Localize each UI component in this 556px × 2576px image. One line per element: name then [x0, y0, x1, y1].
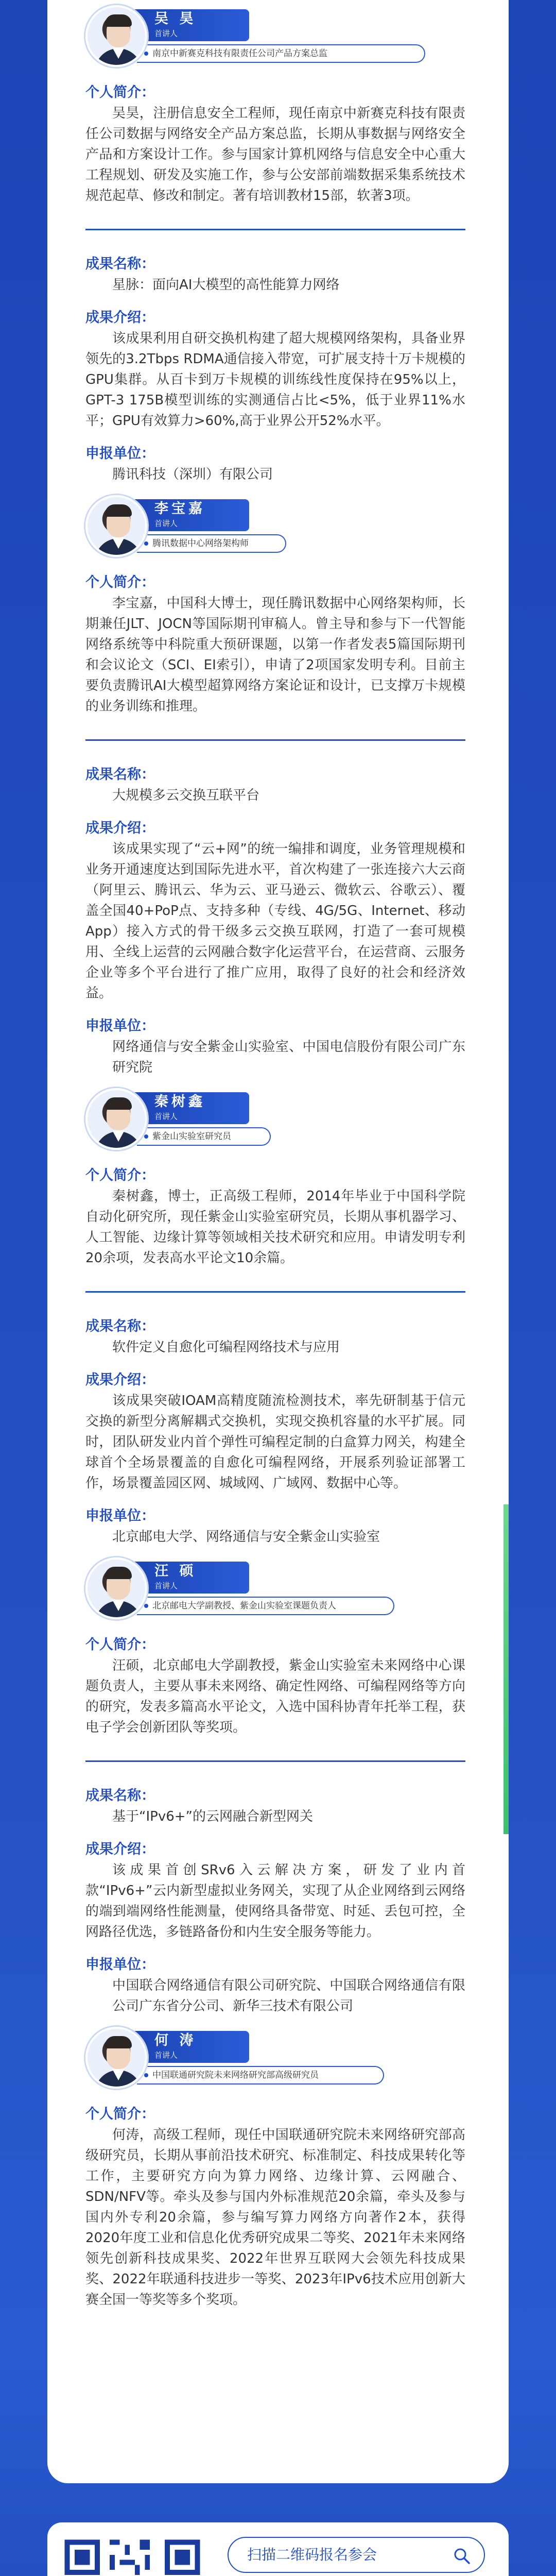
bio-label: 个人简介：	[85, 1167, 155, 1183]
applicant: 北京邮电大学、网络通信与安全紫金山实验室	[112, 1529, 380, 1545]
section-3	[85, 1316, 465, 1762]
side-stripe	[503, 1504, 509, 1834]
qr-code-image	[60, 2535, 205, 2576]
speaker-role: 首讲人	[154, 1112, 178, 1121]
avatar	[85, 2027, 147, 2089]
speaker-badge	[85, 1088, 465, 1155]
scan-register-text: 扫描二维码报名参会	[247, 2546, 377, 2563]
speaker-role: 首讲人	[154, 1581, 178, 1590]
section-4	[85, 1786, 465, 2310]
section-divider	[85, 1291, 465, 1293]
bio-text: 秦树鑫，博士，正高级工程师，2014年毕业于中国科学院自动化研究所，现任紫金山实验室研究员，长期从事机器学习、人工智能、边缘计算等领域相关技术研究和应用。申请发明专利20余项，发表高水平论文10余篇。	[85, 1189, 465, 1266]
speaker-name: 何 涛	[154, 2032, 197, 2048]
bio-label: 个人简介：	[85, 574, 155, 590]
applicant-label: 申报单位：	[85, 1508, 155, 1524]
footer-panel	[47, 2522, 509, 2576]
section-0	[85, 5, 465, 230]
achievement-intro: 该成果利用自研交换机构建了超大规模网络架构，具备业界领先的3.2Tbps RDMA通信接入带宽，可扩展支持十万卡规模的GPU集群。从百卡到万卡规模的训练线性度保持在95%以上，GPT-3 175B模型训练的实测通信占比<5%，低于业界11%水平；GPU有效算力>60%,高于业界公开52%水平。	[85, 331, 465, 429]
speaker-badge	[85, 5, 465, 72]
speaker-name: 李宝嘉	[154, 501, 205, 517]
achievement-name: 大规模多云交换互联平台	[112, 788, 260, 803]
search-icon	[453, 2547, 471, 2565]
applicant-label: 申报单位：	[85, 446, 155, 462]
bio-text: 何涛，高级工程师，现任中国联通研究院未来网络研究部高级研究员，长期从事前沿技术研究、标准制定、科技成果转化等工作，主要研究方向为算力网络、边缘计算、云网融合、SDN/NFV等。牵头及参与国内外标准规范20余篇，牵头及参与国内外专利20余篇，参与编写算力网络方向著作2本，获得2020年度工业和信息化优秀研究成果二等奖、2021年未来网络领先创新科技成果奖、2022年世界互联网大会领先科技成果奖、2022年联通科技进步一等奖、2023年IPv6技术应用创新大赛全国一等奖等多个奖项。	[85, 2127, 465, 2308]
achievement-name-label: 成果名称：	[85, 767, 155, 783]
speaker-role: 首讲人	[154, 2050, 178, 2060]
speaker-name: 汪 硕	[154, 1563, 197, 1579]
section-2	[85, 765, 465, 1293]
achievement-name-label: 成果名称：	[85, 256, 155, 272]
section-divider	[85, 229, 465, 230]
achievement-intro-label: 成果介绍：	[85, 310, 155, 326]
section-divider	[85, 739, 465, 741]
speaker-name: 吴 昊	[154, 11, 197, 27]
applicant-label: 申报单位：	[85, 1018, 155, 1034]
achievement-intro: 该成果首创SRv6入云解决方案，研发了业内首款“IPv6+”云内新型虚拟业务网关，实现了从企业网络到云网络的端到端网络性能测量，使网络具备带宽、时延、丢包可控，全网路径优选，多链路备份和内生安全服务等能力。	[85, 1862, 465, 1940]
bio-text: 吴昊，注册信息安全工程师，现任南京中新赛克科技有限责任公司数据与网络安全产品方案总监，长期从事数据与网络安全产品和方案设计工作。参与国家计算机网络与信息安全中心重大工程规划、研发及实施工作，参与公安部前端数据采集系统技术规范起草、修改和制定。著有培训教材15部，软著3项。	[85, 106, 465, 204]
speaker-name-bar	[131, 499, 249, 531]
avatar	[85, 1088, 147, 1150]
achievement-name: 软件定义自愈化可编程网络技术与应用	[112, 1340, 340, 1355]
speaker-name-bar	[131, 1092, 249, 1124]
speaker-badge	[85, 495, 465, 562]
speaker-org: 中国联通研究院未来网络研究部高级研究员	[137, 2066, 384, 2084]
speaker-badge	[85, 1557, 465, 1624]
bio-label: 个人简介：	[85, 84, 155, 100]
achievement-intro-label: 成果介绍：	[85, 820, 155, 836]
achievement-name-label: 成果名称：	[85, 1318, 155, 1334]
applicant: 中国联合网络通信有限公司研究院、中国联合网络通信有限公司广东省分公司、新华三技术有限公司	[112, 1978, 465, 2014]
bio-text: 李宝嘉，中国科大博士，现任腾讯数据中心网络架构师，长期兼任JLT、JOCN等国际期刊审稿人。曾主导和参与下一代智能网络系统等中科院重大预研课题，以第一作者发表5篇国际期刊和会议论文（SCI、EI索引），申请了2项国家发明专利。目前主要负责腾讯AI大模型超算网络方案论证和设计，已支撑万卡规模的业务训练和推理。	[85, 596, 465, 714]
speaker-org: 南京中新赛克科技有限责任公司产品方案总监	[137, 44, 425, 63]
speaker-badge	[85, 2027, 465, 2094]
speaker-org: 紫金山实验室研究员	[137, 1127, 271, 1146]
achievement-name: 星脉：面向AI大模型的高性能算力网络	[112, 277, 340, 293]
applicant: 网络通信与安全紫金山实验室、中国电信股份有限公司广东研究院	[112, 1039, 465, 1075]
speaker-role: 首讲人	[154, 29, 178, 38]
applicant-label: 申报单位：	[85, 1957, 155, 1973]
applicant: 腾讯科技（深圳）有限公司	[112, 467, 273, 482]
achievement-intro: 该成果实现了“云+网”的统一编排和调度，业务管理规模和业务开通速度达到国际先进水平，首次构建了一张连接六大云商（阿里云、腾讯云、华为云、亚马逊云、微软云、谷歌云）、覆盖全国40+PoP点、支持多种（专线、4G/5G、Internet、移动App）接入方式的骨干级多云交换互联网，打造了一套可规模用、全线上运营的云网融合数字化运营平台，在运营商、云服务企业等多个平台进行了推广应用，取得了良好的社会和经济效益。	[85, 841, 465, 1001]
bio-label: 个人简介：	[85, 2106, 155, 2122]
qr-code[interactable]	[60, 2535, 205, 2576]
section-divider	[85, 1760, 465, 1762]
bio-text: 汪硕，北京邮电大学副教授，紫金山实验室未来网络中心课题负责人，主要从事未来网络、确定性网络、可编程网络等方向的研究，发表多篇高水平论文，入选中国科协青年托举工程，获电子学会创新团队等奖项。	[85, 1658, 465, 1735]
achievement-intro-label: 成果介绍：	[85, 1372, 155, 1388]
achievement-name-label: 成果名称：	[85, 1788, 155, 1804]
avatar	[85, 495, 147, 557]
avatar	[85, 1557, 147, 1619]
scan-register-box[interactable]	[228, 2537, 485, 2573]
content-card	[47, 0, 509, 2483]
achievement-intro: 该成果突破IOAM高精度随流检测技术，率先研制基于信元交换的新型分离解耦式交换机，实现交换机容量的水平扩展。同时，团队研发业内首个弹性可编程定制的白盒算力网关，构建全球首个全场景覆盖的自愈化可编程网络，开展系列验证部署工作，场景覆盖园区网、城域网、广域网、数据中心等。	[85, 1393, 465, 1491]
achievement-intro-label: 成果介绍：	[85, 1841, 155, 1857]
achievement-name: 基于“IPv6+”的云网融合新型网关	[112, 1809, 314, 1824]
speaker-name-bar	[131, 1562, 249, 1594]
speaker-org: 北京邮电大学副教授、紫金山实验室课题负责人	[137, 1597, 394, 1615]
speaker-name-bar	[131, 9, 249, 41]
speaker-name-bar	[131, 2031, 249, 2063]
speaker-role: 首讲人	[154, 519, 178, 528]
speaker-name: 秦树鑫	[154, 1094, 205, 1110]
speaker-org: 腾讯数据中心网络架构师	[137, 534, 286, 553]
avatar	[85, 5, 147, 67]
bio-label: 个人简介：	[85, 1637, 155, 1653]
section-1	[85, 254, 465, 741]
